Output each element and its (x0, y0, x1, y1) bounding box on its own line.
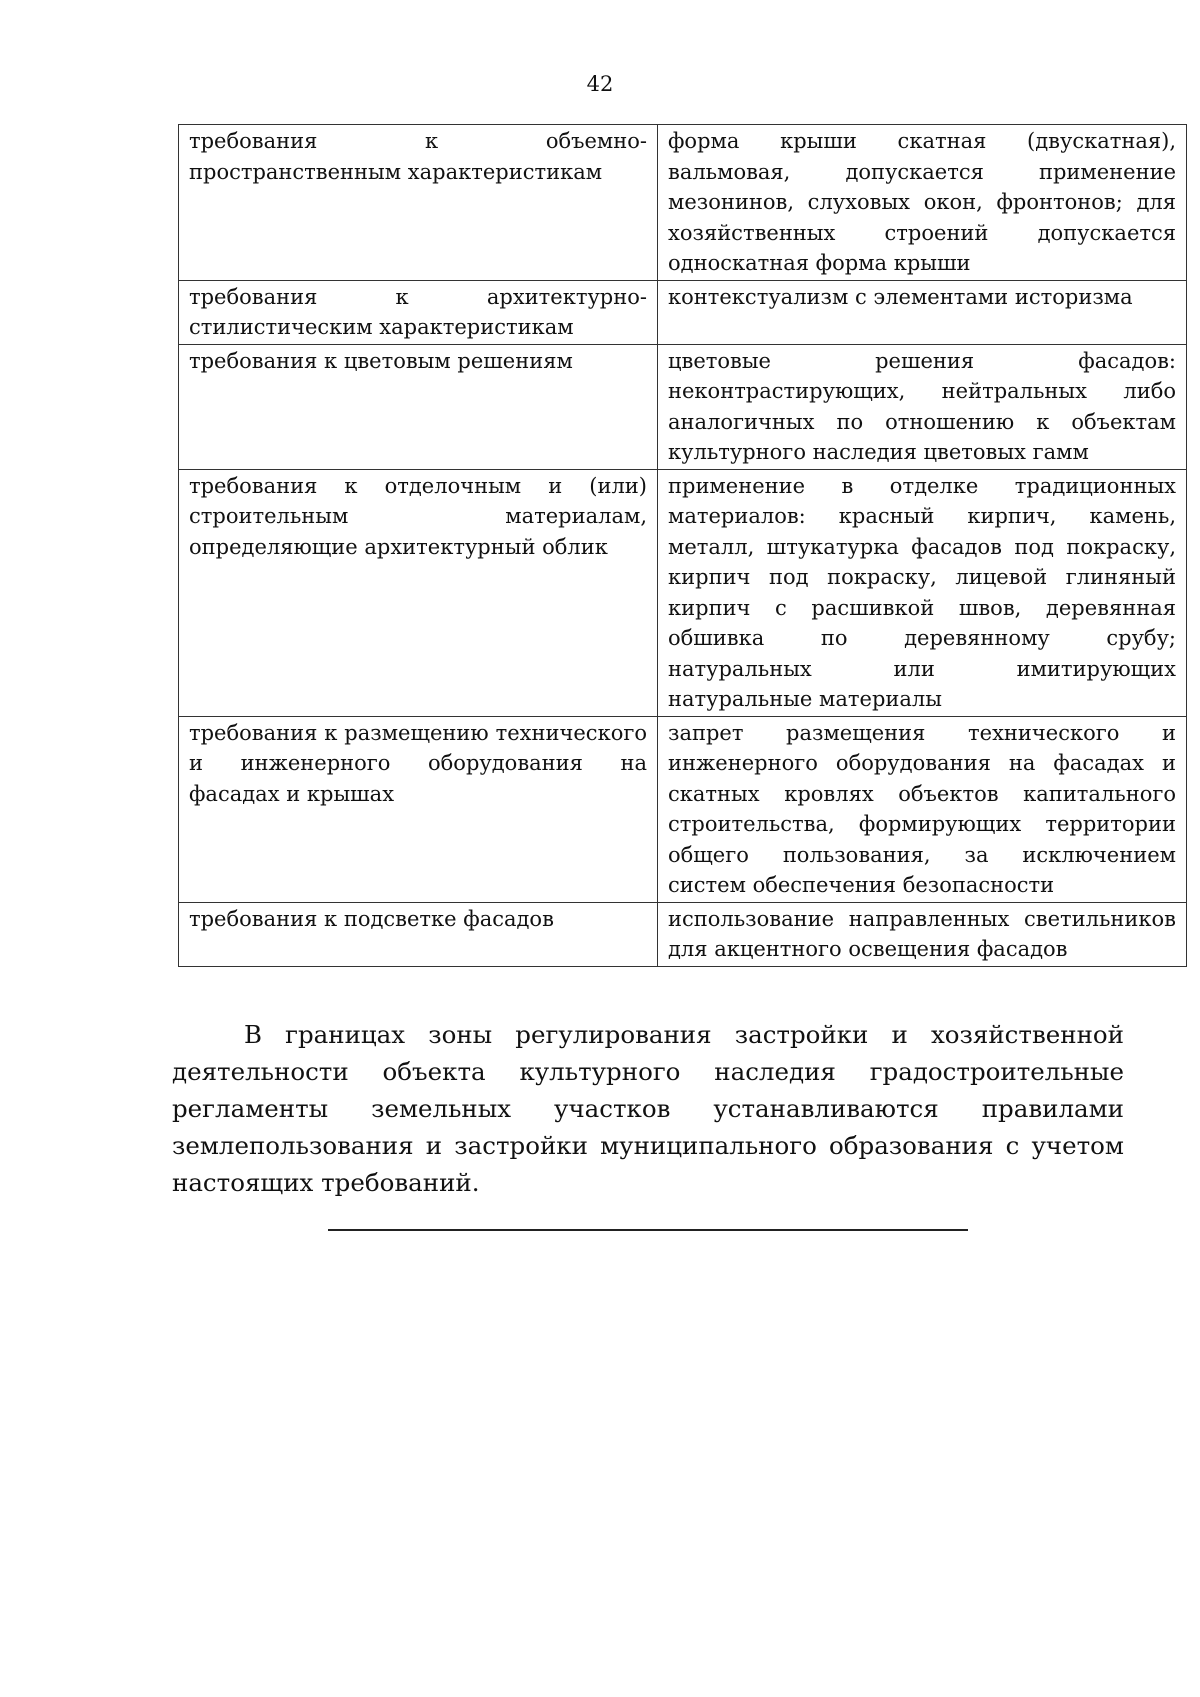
table-row (179, 344, 1187, 469)
requirement-cell: требования к объемно-пространственным характеристикам (179, 125, 658, 281)
value-cell: запрет размещения технического и инженерного оборудования на фасадах и скатных кровлях объектов капитального строительства, формирующих территории общего пользования, за исключением систем обеспечения безопасности (658, 716, 1187, 902)
requirement-cell: требования к отделочным и (или) строительным материалам, определяющие архитектурный облик (179, 469, 658, 716)
table-row (179, 125, 1187, 281)
requirement-cell: требования к подсветке фасадов (179, 902, 658, 966)
table-row (179, 902, 1187, 966)
table-row (179, 716, 1187, 902)
page-number: 42 (586, 72, 614, 96)
requirement-cell: требования к цветовым решениям (179, 344, 658, 469)
requirement-cell: требования к архитектурно-стилистическим характеристикам (179, 280, 658, 344)
end-divider (328, 1229, 968, 1231)
value-cell: контекстуализм с элементами историзма (658, 280, 1187, 344)
value-cell: форма крыши скатная (двускатная), вальмовая, допускается применение мезонинов, слуховых окон, фронтонов; для хозяйственных строений допускается односкатная форма крыши (658, 125, 1187, 281)
requirement-cell: требования к размещению технического и инженерного оборудования на фасадах и крышах (179, 716, 658, 902)
value-cell: применение в отделке традиционных материалов: красный кирпич, камень, металл, штукатурка фасадов под покраску, кирпич под покраску, лицевой глиняный кирпич с расшивкой швов, деревянная обшивка по деревянному срубу; натуральных или имитирующих натуральные материалы (658, 469, 1187, 716)
requirements-table (178, 124, 1187, 967)
table-row (179, 469, 1187, 716)
value-cell: использование направленных светильников для акцентного освещения фасадов (658, 902, 1187, 966)
body-paragraph: В границах зоны регулирования застройки и хозяйственной деятельности объекта культурного наследия градостроительные регламенты земельных участков устанавливаются правилами землепользования и застройки муниципального образования с учетом настоящих требований. (172, 1020, 1124, 1197)
value-cell: цветовые решения фасадов: неконтрастирующих, нейтральных либо аналогичных по отношению к объектам культурного наследия цветовых гамм (658, 344, 1187, 469)
table-row (179, 280, 1187, 344)
